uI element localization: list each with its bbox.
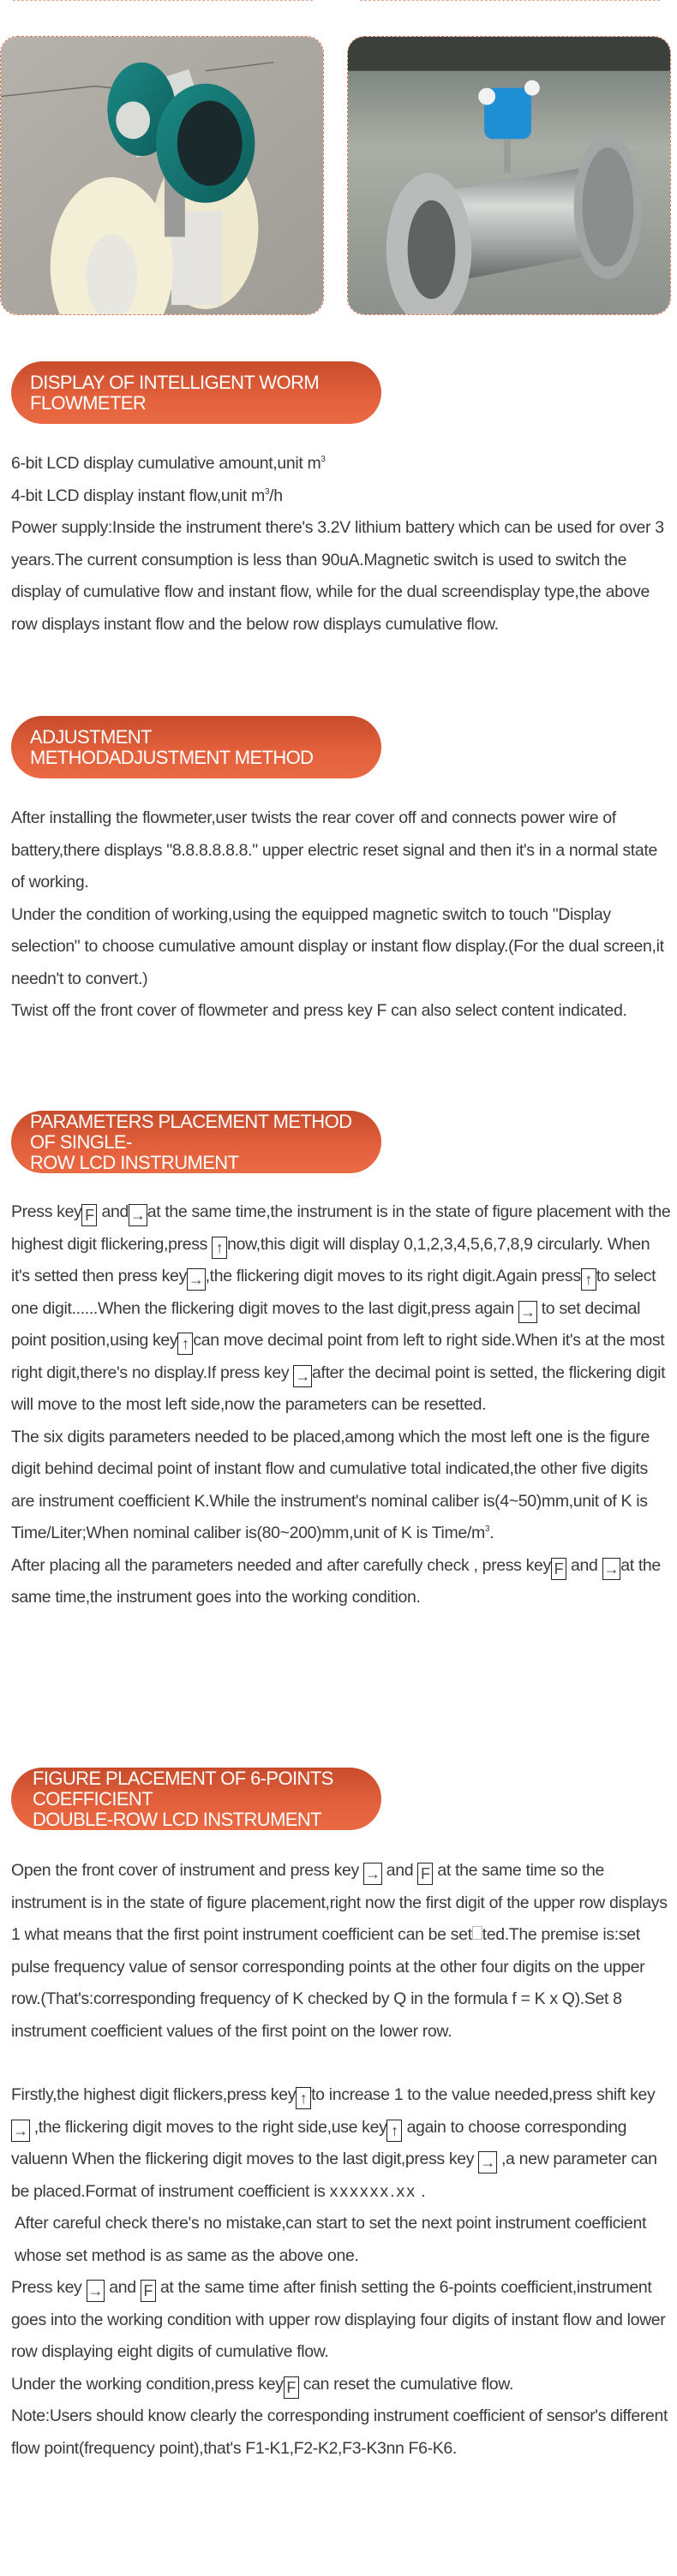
text: and (386, 1861, 414, 1880)
section-header-adjustment (11, 716, 381, 778)
key-f-icon: F (81, 1204, 97, 1226)
text: at the same time,the instrument goes into the working condition. (11, 1555, 661, 1607)
text: at the same time so the instrument is in the state of figure placement,right now the first digit of the upper row displays 1 what means that the first point instrument coefficient can be set (11, 1861, 668, 1944)
key-up-arrow-icon: ↑ (581, 1268, 596, 1291)
text: to increase 1 to the value needed,press shift key (311, 2085, 656, 2104)
text: and (101, 1202, 129, 1221)
section-header-single-row (11, 1111, 381, 1173)
paragraph: Twist off the front cover of flowmeter and press key F can also select content indicated. (11, 1001, 627, 1020)
paragraph: Note:Users should know clearly the corresponding instrument coefficient of sensor's different flow point(frequency point),that's F1-K1,F2-K2,F3-K3nn F6-K6. (11, 2406, 668, 2458)
text: Press key (11, 1202, 82, 1221)
paragraph: Under the condition of working,using the equipped magnetic switch to touch "Display selection" to choose cumulative amount display or instant flow display.(For the dual screen,it needn't to convert.) (11, 904, 664, 988)
paragraph (11, 448, 671, 480)
text: ,a new parameter can be placed.Format of instrument coefficient is (11, 2150, 657, 2201)
paragraph (11, 1196, 671, 1422)
section-title-line: ROW LCD INSTRUMENT (30, 1151, 239, 1173)
key-up-arrow-icon: ↑ (177, 1333, 193, 1355)
section-title-line: FIGURE PLACEMENT OF 6-POINTS COEFFICIENT (33, 1767, 333, 1810)
text: again to choose corresponding valuenn When the flickering digit moves to the last digit,press key (11, 2117, 627, 2168)
key-shift-arrow-icon: → (478, 2151, 497, 2174)
text: /h (269, 486, 283, 505)
key-shift-arrow-icon: → (87, 2280, 105, 2302)
paragraph (11, 1422, 671, 1550)
key-up-arrow-icon: ↑ (212, 1237, 227, 1259)
key-up-arrow-icon: ↑ (386, 2120, 402, 2142)
text: After placing all the parameters needed and after carefully check , press key (11, 1555, 551, 1575)
superscript: 3 (264, 486, 270, 497)
section-title: ADJUSTMENT METHODADJUSTMENT METHOD (30, 725, 314, 768)
text: Under the working condition,press key (11, 2374, 284, 2394)
paragraph: Power supply:Inside the instrument there's 3.2V lithium battery which can be used for over 3 years.The current consumption is less than 90uA.Magnetic switch is used to switch the display of cumulative flow and instant flow, while for the dual screendisplay type,the above row displays instant flow and the below row displays cumulative flow. (11, 518, 664, 634)
key-shift-arrow-icon: → (11, 2120, 30, 2142)
section-body-adjustment (11, 802, 671, 1028)
key-shift-arrow-icon: → (187, 1268, 206, 1291)
section-header-double-row (11, 1768, 381, 1830)
key-f-icon: F (417, 1863, 433, 1885)
text: Firstly,the highest digit flickers,press key (11, 2085, 297, 2104)
card-edge-divider (13, 0, 313, 1)
paragraph (11, 2369, 671, 2401)
text: ,the flickering digit moves to its right digit.Again press (205, 1267, 581, 1285)
card-edge-divider (360, 0, 660, 1)
paragraph: After installing the flowmeter,user twists the rear cover off and connects power wire of battery,there displays "8.8.8.8.8.8." upper electric reset signal and then it's in a normal state of working. (11, 808, 657, 891)
key-shift-arrow-icon: → (602, 1558, 621, 1580)
text: The six digits parameters needed to be placed,among which the most left one is the figure digit behind decimal point of instant flow and cumulative total indicated,the other five digits are instrument coefficient K.While the instrument's nominal caliber is(4~50)mm,unit of K is Time/Liter;When nominal caliber is(80~200)mm,unit of K is Time/m (11, 1427, 650, 1542)
paragraph (11, 2272, 671, 2369)
paragraph (11, 480, 671, 513)
key-shift-arrow-icon: → (293, 1365, 312, 1387)
product-photo-plastic-flowmeter (0, 36, 324, 315)
text: after the decimal point is setted, the flickering digit will move to the most left side,now the parameters can be resetted. (11, 1363, 666, 1414)
section-header-display (11, 361, 381, 424)
text: and (570, 1555, 598, 1575)
text: Open the front cover of instrument and press key (11, 1861, 359, 1880)
text: . (489, 1524, 494, 1542)
paragraph (11, 1855, 671, 2048)
key-f-icon: F (284, 2376, 299, 2399)
section-body-display (11, 448, 671, 641)
superscript: 3 (321, 455, 326, 464)
key-f-icon: F (551, 1558, 566, 1580)
text: now,this digit will display 0,1,2,3,4,5,6,7,8,9 circularly. When it's setted then press key (11, 1234, 650, 1285)
section-title: DISPLAY OF INTELLIGENT WORM FLOWMETER (30, 371, 320, 414)
text: at the same time,the instrument is in the state of figure placement with the highest digit flickering,press (11, 1202, 671, 1254)
text: at the same time after finish setting the 6-points coefficient,instrument goes into the working condition with upper row displaying four digits of instant flow and lower row displaying eight digits of cumulative flow. (11, 2278, 666, 2361)
text: . (421, 2181, 426, 2201)
text: 4-bit LCD display instant flow,unit m (11, 486, 265, 505)
key-up-arrow-icon: ↑ (296, 2087, 311, 2109)
section-title-line: DOUBLE-ROW LCD INSTRUMENT (33, 1808, 322, 1830)
key-shift-arrow-icon: → (363, 1863, 382, 1885)
flowmeter-photo-illustration (1, 37, 323, 314)
text: 6-bit LCD display cumulative amount,unit m (11, 454, 321, 473)
text: ted.The premise is:set pulse frequency value of sensor corresponding points at the other four digits on the upper row.(That's:corresponding frequency of K checked by Q in the formula f = K x Q).Set 8 instrument coefficient values of the first point on the lower row. (11, 1925, 645, 2041)
text: Press key (11, 2278, 82, 2297)
section-title-line: PARAMETERS PLACEMENT METHOD OF SINGLE- (30, 1110, 352, 1153)
text: can reset the cumulative flow. (303, 2374, 514, 2394)
superscript: 3 (484, 1524, 490, 1534)
section-body-single-row (11, 1196, 671, 1614)
text: to select one digit......When the flickering digit moves to the last digit,press again (11, 1267, 656, 1318)
section-body-double-row (11, 1855, 671, 2465)
missing-glyph-icon (472, 1926, 482, 1940)
text: ,the flickering digit moves to the right side,use key (33, 2117, 387, 2137)
key-f-icon: F (141, 2280, 156, 2302)
text: to set decimal point position,using key (11, 1298, 641, 1350)
text: can move decimal point from left to right side.When it's at the most right digit,there's no display.If press key (11, 1331, 665, 1382)
flowmeter-photo-illustration (348, 37, 670, 314)
key-shift-arrow-icon: → (518, 1301, 537, 1323)
key-shift-arrow-icon: → (129, 1204, 147, 1226)
paragraph: After careful check there's no mistake,can start to set the next point instrument coefficient whose set method is as same as the above one. (15, 2214, 647, 2265)
coefficient-format: xxxxxx.xx (329, 2181, 416, 2201)
paragraph (11, 2079, 671, 2208)
product-photo-steel-flowmeter (347, 36, 671, 315)
text: and (109, 2278, 136, 2297)
paragraph (11, 1550, 671, 1614)
